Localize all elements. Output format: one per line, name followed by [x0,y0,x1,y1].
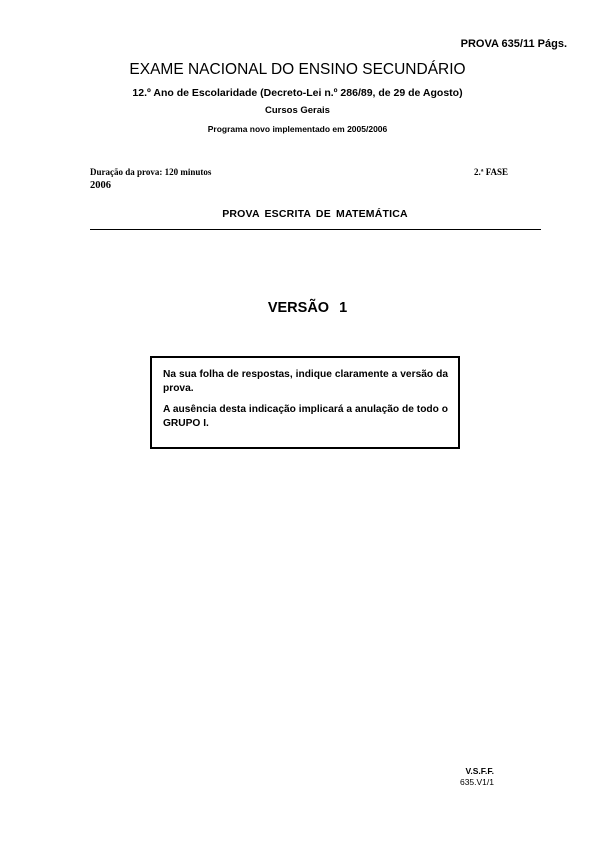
exam-duration: Duração da prova: 120 minutos [90,167,212,177]
exam-title: EXAME NACIONAL DO ENSINO SECUNDÁRIO [129,61,466,78]
exam-phase: 2.ª FASE [474,167,509,177]
program-note: Programa novo implementado em 2005/2006 [207,124,388,134]
course-name: Cursos Gerais [265,105,330,116]
exam-year: 2006 [90,180,111,191]
school-year: 12.º Ano de Escolaridade (Decreto-Lei n.º 286/89, de 29 de Agosto) [132,87,463,99]
notice-warning: A ausência desta indicação implicará a anulação de todo o GRUPO I. [163,404,448,429]
turn-page-note: V.S.F.F. [465,766,494,776]
version-label: VERSÃO 1 [267,300,348,316]
page-identifier: 635.V1/1 [459,777,494,787]
divider-line [90,229,541,230]
version-notice-box [150,356,460,449]
exam-code: PROVA 635/11 Págs. [460,38,567,50]
subject-title: PROVA ESCRITA DE MATEMÁTICA [222,208,408,220]
notice-instruction: Na sua folha de respostas, indique claramente a versão da prova. [163,369,448,394]
